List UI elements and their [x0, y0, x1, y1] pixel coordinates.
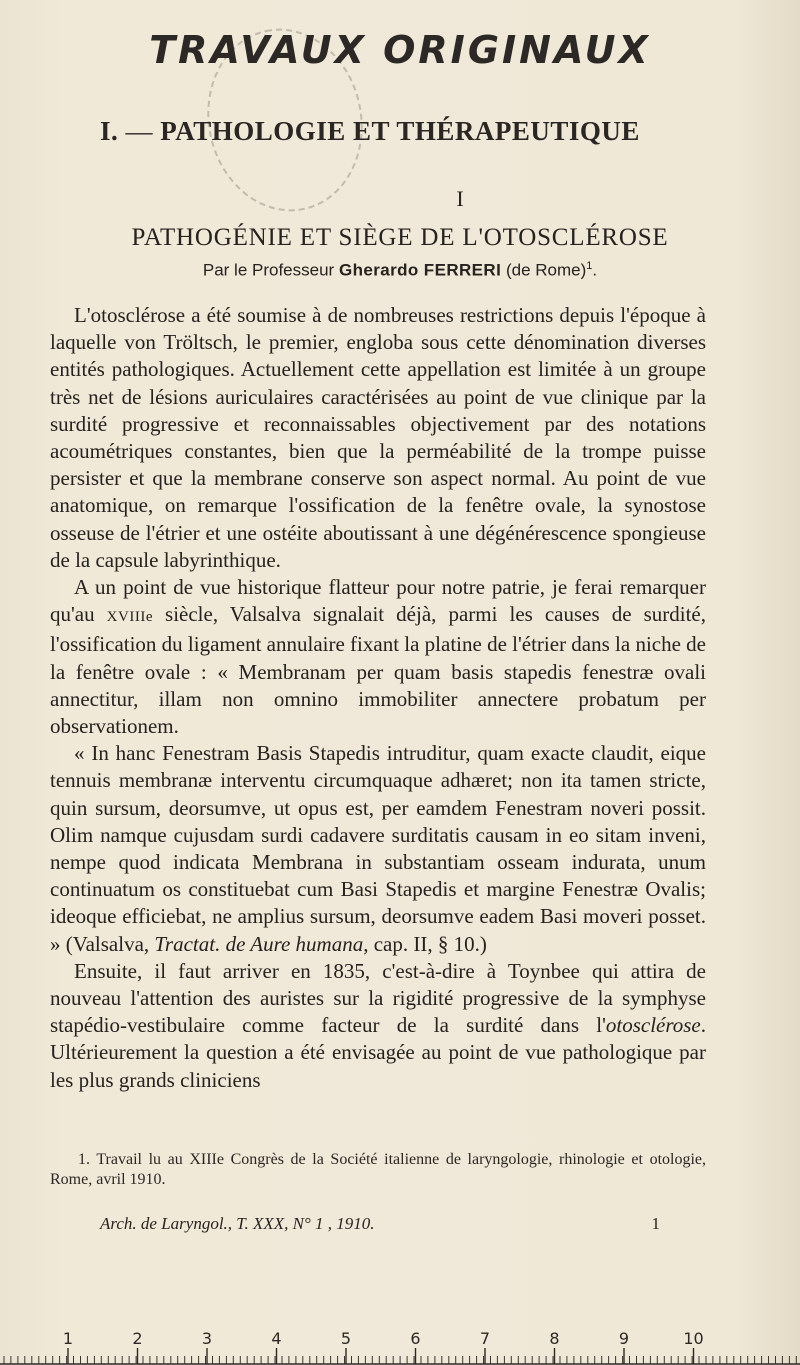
- paragraph-4: Ensuite, il faut arriver en 1835, c'est-à-dire à Toynbee qui attira de nouveau l'attention des auristes sur la rigidité progressive de la symphyse stapédio-vestibulaire comme facteur de la surdité dans l'otosclérose. Ultérieurement la question a été envisagée au point de vue pathologique par les plus grands cliniciens: [50, 958, 706, 1092]
- ruler-label: 6: [410, 1329, 421, 1348]
- term-otosclerose: otosclérose: [605, 1013, 701, 1038]
- article-body: [50, 302, 706, 1094]
- section-number: I.: [100, 116, 119, 146]
- paragraph-2: A un point de vue historique flatteur pour notre patrie, je ferai remarquer qu'au XVIIIe siècle, Valsalva signalait déjà, parmi les causes de surdité, l'ossification du ligament annulaire fixant la platine de l'étrier dans la niche de la fenêtre ovale : « Membranam per quam basis stapedis fenestræ ovali annectitur, illam non omnino immobiliter annectere probatum per observationem.: [50, 575, 707, 739]
- author-name: Gherardo FERRERI: [338, 260, 502, 280]
- section-heading: [100, 116, 720, 147]
- citation-title: Tractat. de Aure humana: [154, 931, 364, 956]
- ruler-label: 8: [549, 1329, 560, 1348]
- ruler-label: 5: [340, 1329, 352, 1348]
- ruler-label: 4: [271, 1329, 282, 1348]
- ruler-label: 9: [618, 1329, 630, 1348]
- journal-reference: Arch. de Laryngol., T. XXX, N° 1 , 1910.: [100, 1214, 375, 1233]
- page-number: 1: [651, 1214, 660, 1233]
- ruler-label: 7: [479, 1329, 491, 1348]
- scale-ruler: [0, 1318, 800, 1365]
- article-number: I: [456, 186, 464, 211]
- author-place: (de Rome): [505, 260, 587, 280]
- century-numeral: XVIIIe: [106, 609, 153, 626]
- article-title: PATHOGÉNIE ET SIÈGE DE L'OTOSCLÉROSE: [131, 224, 669, 251]
- section-dash: —: [125, 116, 154, 146]
- section-title: PATHOLOGIE ET THÉRAPEUTIQUE: [160, 116, 640, 146]
- ruler-graphic: [0, 1318, 800, 1365]
- journal-reference-line: [100, 1214, 660, 1234]
- paragraph-1: L'otosclérose a été soumise à de nombreuses restrictions depuis l'époque à laquelle von Tröltsch, le premier, engloba sous cette dénomination diverses entités pathologiques. Actuellement cette appellation est limitée à un groupe très net de lésions auriculaires caractérisées au point de vue clinique par la surdité progressive et reconnaissables objectivement par des notations acoumétriques constantes, bien que la perméabilité de la trompe puisse persister et que la membrane conserve son aspect normal. Au point de vue anatomique, on remarque l'ossification de la fenêtre ovale, la synostose osseuse de l'étrier et une ostéite aboutissant à une dégénérescence spongieuse de la capsule labyrinthique.: [50, 303, 706, 572]
- journal-section-heading: TRAVAUX ORIGINAUX: [149, 28, 651, 72]
- ruler-label: 10: [683, 1329, 704, 1348]
- ruler-label: 3: [201, 1329, 213, 1348]
- footnote-marker: 1: [586, 260, 593, 272]
- byline: Par le Professeur Gherardo FERRERI (de Rome)$^1$.: [202, 260, 598, 280]
- footnote: 1. Travail lu au XIIIe Congrès de la Société italienne de laryngologie, rhinologie et otologie, Rome, avril 1910.: [50, 1151, 706, 1188]
- ruler-label: 1: [62, 1329, 74, 1348]
- byline-prefix: Par le Professeur: [202, 260, 335, 280]
- ruler-label: 2: [132, 1329, 143, 1348]
- paragraph-3: « In hanc Fenestram Basis Stapedis intruditur, quam exacte claudit, eique tennuis membranæ interventu circumquaque adhæret; non ita tamen stricte, quin sursum, deorsumve, ut opus est, per eamdem Fenestram noveri possit. Olim namque cujusdam surdi cadavere surditatis causam in eo sitam inveni, nempe quod indicata Membrana in substantiam osseam indurata, unum continuatum os constituebat cum Basi Stapedis et margine Fenestræ Ovalis; ideoque efficiebat, ne amplius sursum, deorsumve eadem Basi moveri posset. » (Valsalva, Tractat. de Aure humana, cap. II, § 10.): [50, 741, 706, 956]
